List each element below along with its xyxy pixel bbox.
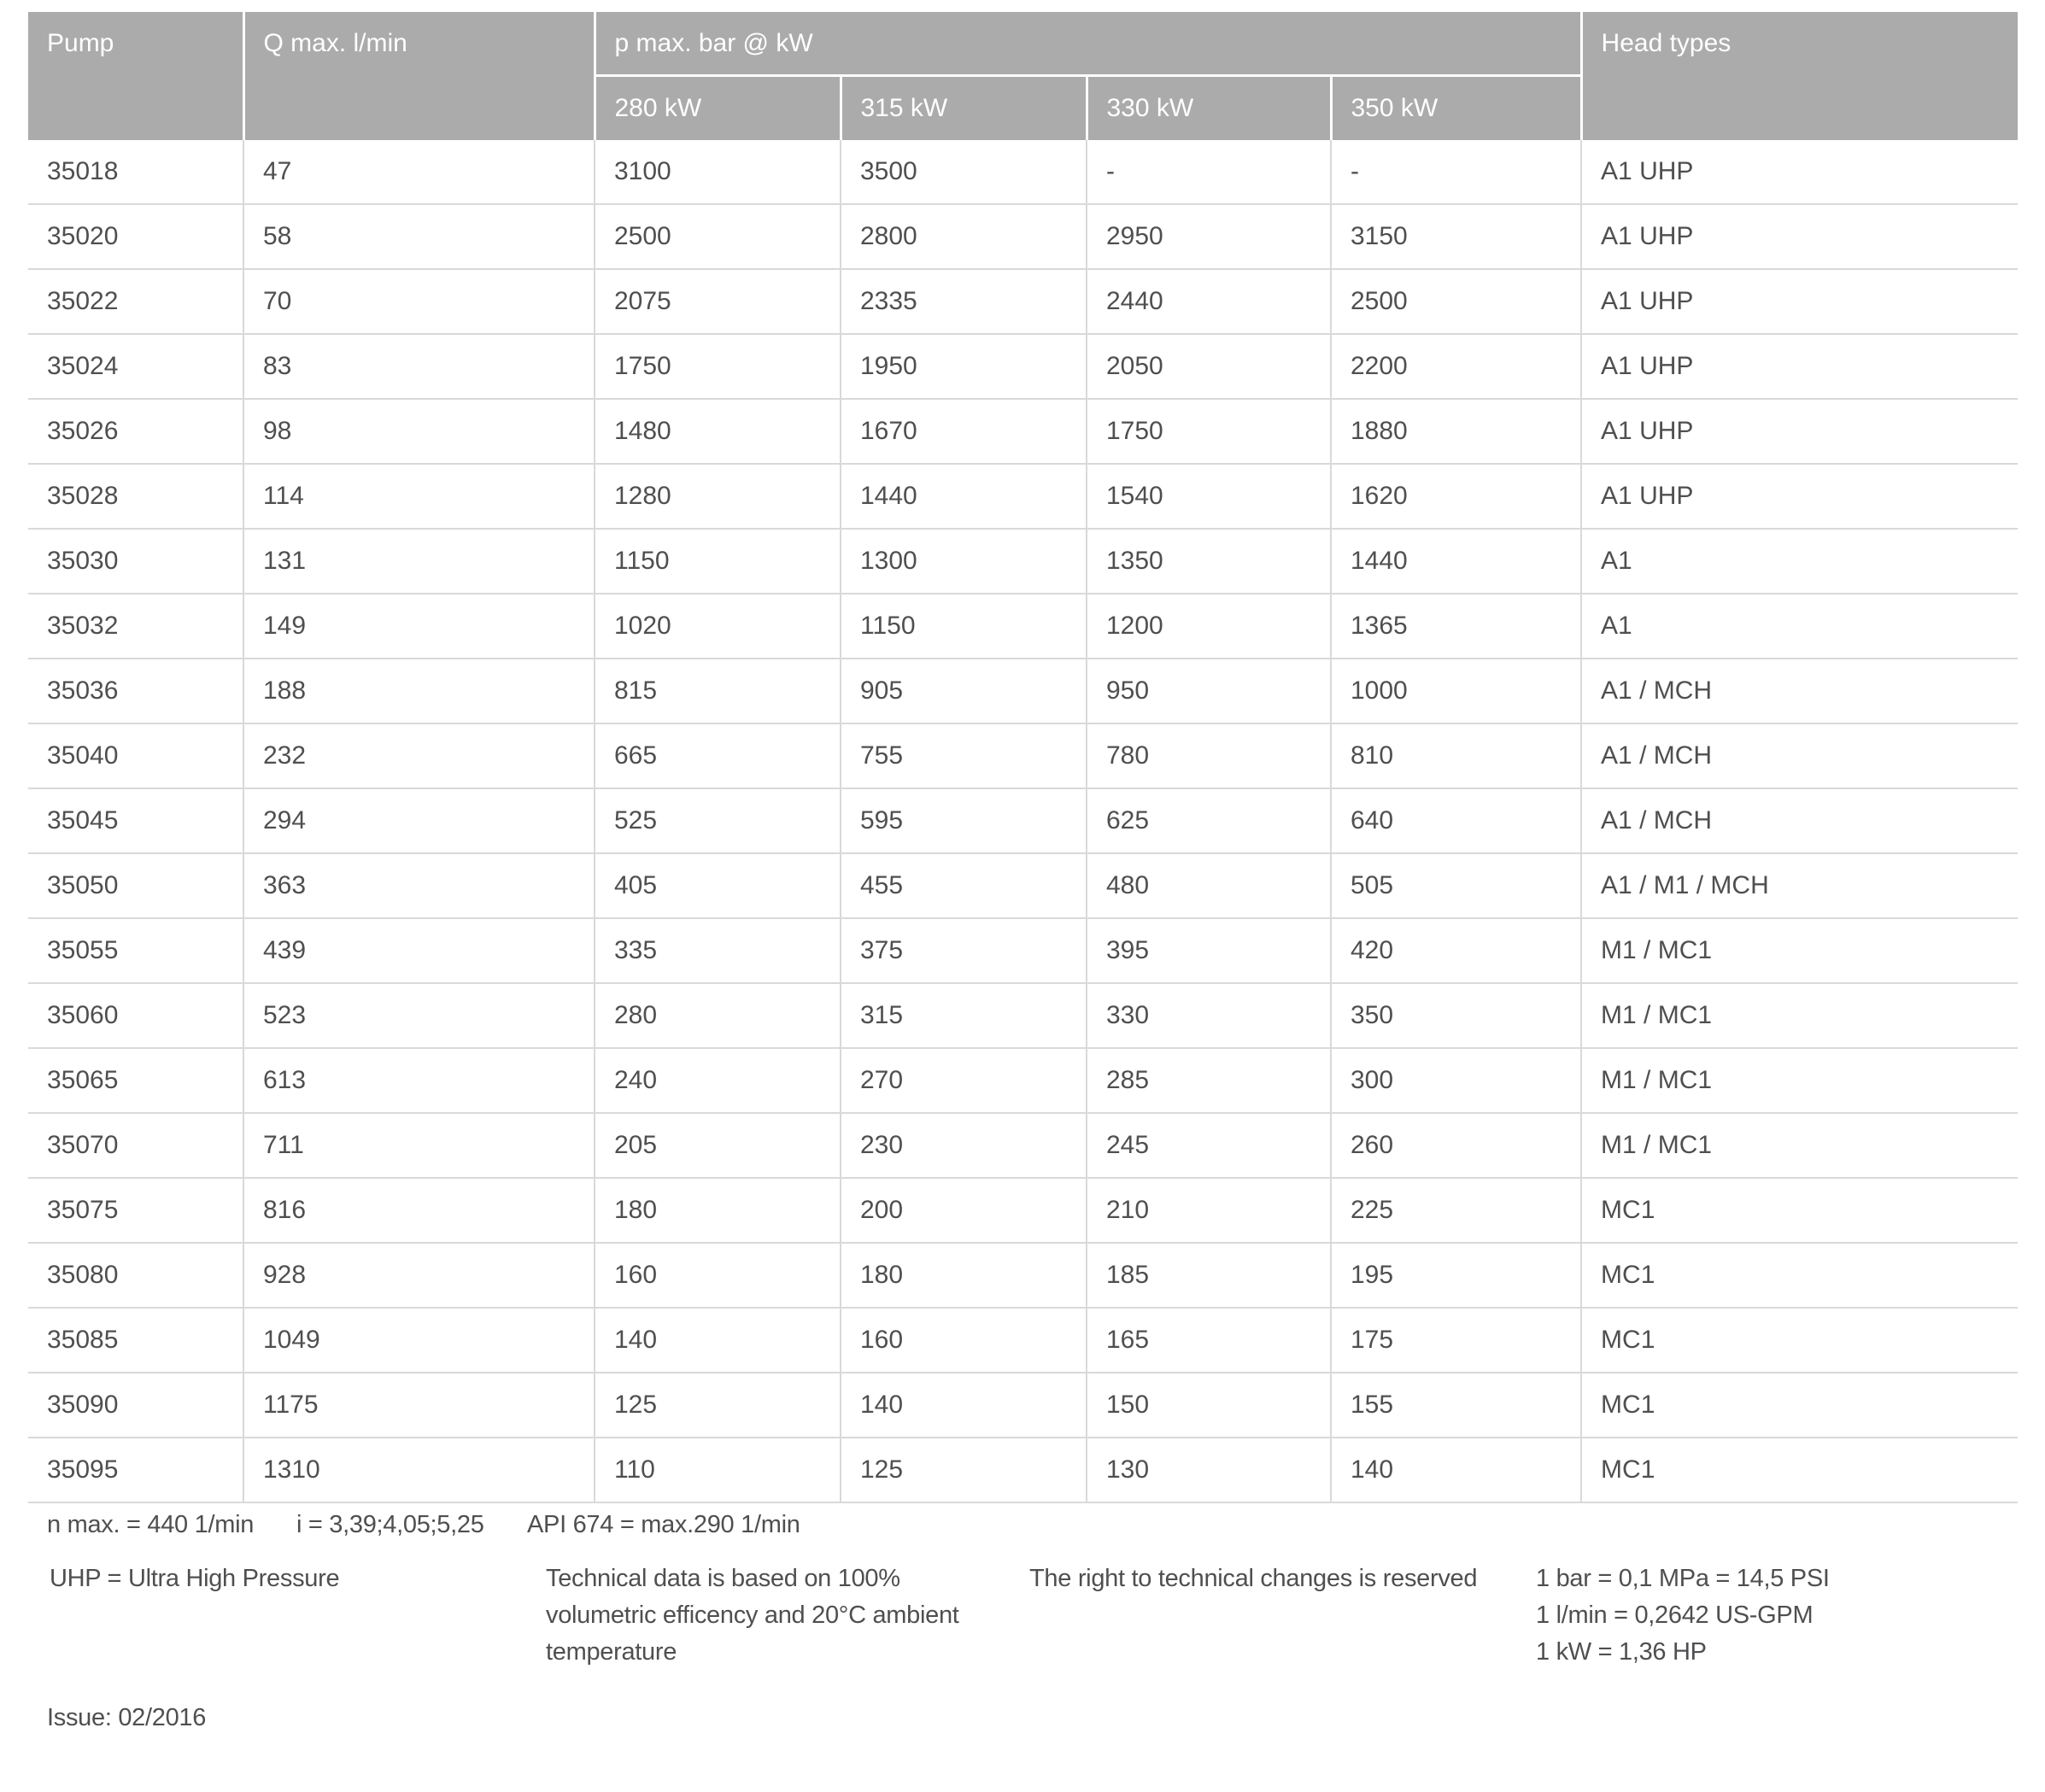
head-types-cell: M1 / MC1 <box>1581 1113 2018 1178</box>
p-350kw-cell: 505 <box>1331 853 1581 918</box>
pump-id-cell: 35090 <box>28 1373 243 1438</box>
pump-id-cell: 35060 <box>28 983 243 1048</box>
p-350kw-cell: - <box>1331 140 1581 204</box>
q-max-cell: 1175 <box>243 1373 595 1438</box>
p-315kw-cell: 905 <box>841 659 1087 723</box>
head-types-cell: A1 <box>1581 529 2018 594</box>
p-280kw-cell: 140 <box>595 1308 841 1373</box>
header-row-groups <box>28 12 2018 75</box>
pump-id-cell: 35085 <box>28 1308 243 1373</box>
table-row <box>28 1308 2018 1373</box>
p-280kw-cell: 2500 <box>595 204 841 269</box>
p-280kw-cell: 815 <box>595 659 841 723</box>
table-row <box>28 1113 2018 1178</box>
q-max-cell: 1310 <box>243 1438 595 1502</box>
footnote-i-ratio: i = 3,39;4,05;5,25 <box>296 1511 484 1538</box>
q-max-cell: 58 <box>243 204 595 269</box>
p-315kw-cell: 160 <box>841 1308 1087 1373</box>
p-280kw-cell: 3100 <box>595 140 841 204</box>
p-330kw-cell: 780 <box>1087 723 1331 788</box>
pump-id-cell: 35080 <box>28 1243 243 1308</box>
footnote-conversion-line: 1 l/min = 0,2642 US-GPM <box>1536 1602 1814 1629</box>
footnote-uhp: UHP = Ultra High Pressure <box>50 1565 340 1592</box>
pump-id-cell: 35020 <box>28 204 243 269</box>
footnote-api: API 674 = max.290 1/min <box>527 1511 800 1538</box>
p-315kw-cell: 270 <box>841 1048 1087 1113</box>
head-types-cell: M1 / MC1 <box>1581 918 2018 983</box>
column-header-350kw: 350 kW <box>1331 75 1581 140</box>
table-row <box>28 1373 2018 1438</box>
p-350kw-cell: 260 <box>1331 1113 1581 1178</box>
p-330kw-cell: 150 <box>1087 1373 1331 1438</box>
pump-id-cell: 35075 <box>28 1178 243 1243</box>
p-280kw-cell: 125 <box>595 1373 841 1438</box>
p-280kw-cell: 180 <box>595 1178 841 1243</box>
column-header-head-types: Head types <box>1581 12 2018 140</box>
p-330kw-cell: 1350 <box>1087 529 1331 594</box>
p-315kw-cell: 455 <box>841 853 1087 918</box>
p-350kw-cell: 175 <box>1331 1308 1581 1373</box>
head-types-cell: A1 UHP <box>1581 464 2018 529</box>
p-350kw-cell: 195 <box>1331 1243 1581 1308</box>
q-max-cell: 70 <box>243 269 595 334</box>
head-types-cell: MC1 <box>1581 1178 2018 1243</box>
pump-id-cell: 35045 <box>28 788 243 853</box>
p-280kw-cell: 525 <box>595 788 841 853</box>
p-330kw-cell: 950 <box>1087 659 1331 723</box>
p-330kw-cell: 1750 <box>1087 399 1331 464</box>
p-315kw-cell: 125 <box>841 1438 1087 1502</box>
head-types-cell: M1 / MC1 <box>1581 1048 2018 1113</box>
q-max-cell: 98 <box>243 399 595 464</box>
footnote-technical-line: volumetric efficency and 20°C ambient <box>546 1602 959 1629</box>
head-types-cell: MC1 <box>1581 1243 2018 1308</box>
p-315kw-cell: 140 <box>841 1373 1087 1438</box>
p-350kw-cell: 2500 <box>1331 269 1581 334</box>
head-types-cell: A1 UHP <box>1581 334 2018 399</box>
table-header <box>28 12 2018 140</box>
table-row <box>28 399 2018 464</box>
q-max-cell: 232 <box>243 723 595 788</box>
p-330kw-cell: 1540 <box>1087 464 1331 529</box>
p-350kw-cell: 140 <box>1331 1438 1581 1502</box>
p-330kw-cell: 625 <box>1087 788 1331 853</box>
p-315kw-cell: 1670 <box>841 399 1087 464</box>
p-330kw-cell: 480 <box>1087 853 1331 918</box>
p-330kw-cell: 2440 <box>1087 269 1331 334</box>
p-280kw-cell: 665 <box>595 723 841 788</box>
pump-id-cell: 35030 <box>28 529 243 594</box>
head-types-cell: A1 / MCH <box>1581 659 2018 723</box>
p-315kw-cell: 755 <box>841 723 1087 788</box>
p-315kw-cell: 3500 <box>841 140 1087 204</box>
p-280kw-cell: 2075 <box>595 269 841 334</box>
table-row <box>28 1243 2018 1308</box>
q-max-cell: 294 <box>243 788 595 853</box>
column-header-p-max-group: p max. bar @ kW <box>595 12 1581 75</box>
p-315kw-cell: 595 <box>841 788 1087 853</box>
p-350kw-cell: 1365 <box>1331 594 1581 659</box>
q-max-cell: 114 <box>243 464 595 529</box>
head-types-cell: MC1 <box>1581 1373 2018 1438</box>
q-max-cell: 188 <box>243 659 595 723</box>
q-max-cell: 439 <box>243 918 595 983</box>
pump-id-cell: 35036 <box>28 659 243 723</box>
p-330kw-cell: 245 <box>1087 1113 1331 1178</box>
table-row <box>28 464 2018 529</box>
head-types-cell: A1 / MCH <box>1581 723 2018 788</box>
footnote-n-max: n max. = 440 1/min <box>47 1511 255 1538</box>
footnote-conversions <box>1536 1561 1830 1671</box>
table-row <box>28 334 2018 399</box>
pump-id-cell: 35022 <box>28 269 243 334</box>
p-350kw-cell: 350 <box>1331 983 1581 1048</box>
q-max-cell: 131 <box>243 529 595 594</box>
footnote-technical <box>546 1561 959 1671</box>
column-header-pump: Pump <box>28 12 243 140</box>
p-315kw-cell: 2800 <box>841 204 1087 269</box>
head-types-cell: MC1 <box>1581 1438 2018 1502</box>
q-max-cell: 47 <box>243 140 595 204</box>
p-280kw-cell: 1150 <box>595 529 841 594</box>
p-315kw-cell: 180 <box>841 1243 1087 1308</box>
table-row <box>28 788 2018 853</box>
p-330kw-cell: 130 <box>1087 1438 1331 1502</box>
q-max-cell: 83 <box>243 334 595 399</box>
column-header-315kw: 315 kW <box>841 75 1087 140</box>
head-types-cell: A1 / M1 / MCH <box>1581 853 2018 918</box>
table-row <box>28 983 2018 1048</box>
p-350kw-cell: 1000 <box>1331 659 1581 723</box>
head-types-cell: M1 / MC1 <box>1581 983 2018 1048</box>
head-types-cell: A1 <box>1581 594 2018 659</box>
table-row <box>28 269 2018 334</box>
p-280kw-cell: 1280 <box>595 464 841 529</box>
head-types-cell: MC1 <box>1581 1308 2018 1373</box>
p-330kw-cell: 165 <box>1087 1308 1331 1373</box>
p-315kw-cell: 230 <box>841 1113 1087 1178</box>
p-315kw-cell: 200 <box>841 1178 1087 1243</box>
column-header-280kw: 280 kW <box>595 75 841 140</box>
p-350kw-cell: 155 <box>1331 1373 1581 1438</box>
p-350kw-cell: 1620 <box>1331 464 1581 529</box>
table-row <box>28 723 2018 788</box>
q-max-cell: 816 <box>243 1178 595 1243</box>
pump-spec-table <box>28 12 2018 1503</box>
pump-id-cell: 35040 <box>28 723 243 788</box>
q-max-cell: 149 <box>243 594 595 659</box>
p-330kw-cell: 2050 <box>1087 334 1331 399</box>
p-350kw-cell: 300 <box>1331 1048 1581 1113</box>
footnote-issue: Issue: 02/2016 <box>47 1704 207 1731</box>
p-350kw-cell: 640 <box>1331 788 1581 853</box>
p-280kw-cell: 1020 <box>595 594 841 659</box>
q-max-cell: 1049 <box>243 1308 595 1373</box>
pump-id-cell: 35070 <box>28 1113 243 1178</box>
p-330kw-cell: - <box>1087 140 1331 204</box>
pump-id-cell: 35095 <box>28 1438 243 1502</box>
p-350kw-cell: 225 <box>1331 1178 1581 1243</box>
p-330kw-cell: 210 <box>1087 1178 1331 1243</box>
pump-id-cell: 35065 <box>28 1048 243 1113</box>
p-330kw-cell: 285 <box>1087 1048 1331 1113</box>
p-315kw-cell: 1150 <box>841 594 1087 659</box>
p-350kw-cell: 1880 <box>1331 399 1581 464</box>
p-280kw-cell: 1480 <box>595 399 841 464</box>
p-350kw-cell: 2200 <box>1331 334 1581 399</box>
head-types-cell: A1 UHP <box>1581 140 2018 204</box>
column-header-q-max: Q max. l/min <box>243 12 595 140</box>
head-types-cell: A1 UHP <box>1581 269 2018 334</box>
p-350kw-cell: 1440 <box>1331 529 1581 594</box>
q-max-cell: 711 <box>243 1113 595 1178</box>
p-280kw-cell: 160 <box>595 1243 841 1308</box>
table-row <box>28 853 2018 918</box>
q-max-cell: 523 <box>243 983 595 1048</box>
footnote-technical-line: temperature <box>546 1638 677 1666</box>
p-280kw-cell: 405 <box>595 853 841 918</box>
p-280kw-cell: 335 <box>595 918 841 983</box>
table-row <box>28 918 2018 983</box>
p-350kw-cell: 3150 <box>1331 204 1581 269</box>
p-315kw-cell: 1950 <box>841 334 1087 399</box>
p-315kw-cell: 315 <box>841 983 1087 1048</box>
table-row <box>28 594 2018 659</box>
pump-id-cell: 35050 <box>28 853 243 918</box>
pump-id-cell: 35055 <box>28 918 243 983</box>
pump-id-cell: 35026 <box>28 399 243 464</box>
footnote-conversion-line: 1 kW = 1,36 HP <box>1536 1638 1707 1666</box>
p-280kw-cell: 1750 <box>595 334 841 399</box>
table-row <box>28 1048 2018 1113</box>
head-types-cell: A1 UHP <box>1581 204 2018 269</box>
p-330kw-cell: 330 <box>1087 983 1331 1048</box>
column-header-330kw: 330 kW <box>1087 75 1331 140</box>
footnote-conversion-line: 1 bar = 0,1 MPa = 14,5 PSI <box>1536 1565 1830 1592</box>
table-row <box>28 140 2018 204</box>
p-330kw-cell: 2950 <box>1087 204 1331 269</box>
p-350kw-cell: 420 <box>1331 918 1581 983</box>
footnote-rights: The right to technical changes is reserved <box>1029 1565 1478 1592</box>
table-row <box>28 204 2018 269</box>
p-315kw-cell: 375 <box>841 918 1087 983</box>
p-315kw-cell: 1440 <box>841 464 1087 529</box>
footnote-technical-line: Technical data is based on 100% <box>546 1565 900 1592</box>
table-row <box>28 1438 2018 1502</box>
q-max-cell: 928 <box>243 1243 595 1308</box>
p-315kw-cell: 1300 <box>841 529 1087 594</box>
head-types-cell: A1 UHP <box>1581 399 2018 464</box>
p-280kw-cell: 280 <box>595 983 841 1048</box>
table-row <box>28 1178 2018 1243</box>
p-280kw-cell: 110 <box>595 1438 841 1502</box>
table-row <box>28 659 2018 723</box>
table-row <box>28 529 2018 594</box>
pump-id-cell: 35032 <box>28 594 243 659</box>
p-280kw-cell: 240 <box>595 1048 841 1113</box>
pump-id-cell: 35018 <box>28 140 243 204</box>
pump-id-cell: 35024 <box>28 334 243 399</box>
p-315kw-cell: 2335 <box>841 269 1087 334</box>
p-280kw-cell: 205 <box>595 1113 841 1178</box>
head-types-cell: A1 / MCH <box>1581 788 2018 853</box>
p-330kw-cell: 395 <box>1087 918 1331 983</box>
p-330kw-cell: 1200 <box>1087 594 1331 659</box>
table-body <box>28 140 2018 1502</box>
p-330kw-cell: 185 <box>1087 1243 1331 1308</box>
p-350kw-cell: 810 <box>1331 723 1581 788</box>
pump-id-cell: 35028 <box>28 464 243 529</box>
q-max-cell: 613 <box>243 1048 595 1113</box>
q-max-cell: 363 <box>243 853 595 918</box>
